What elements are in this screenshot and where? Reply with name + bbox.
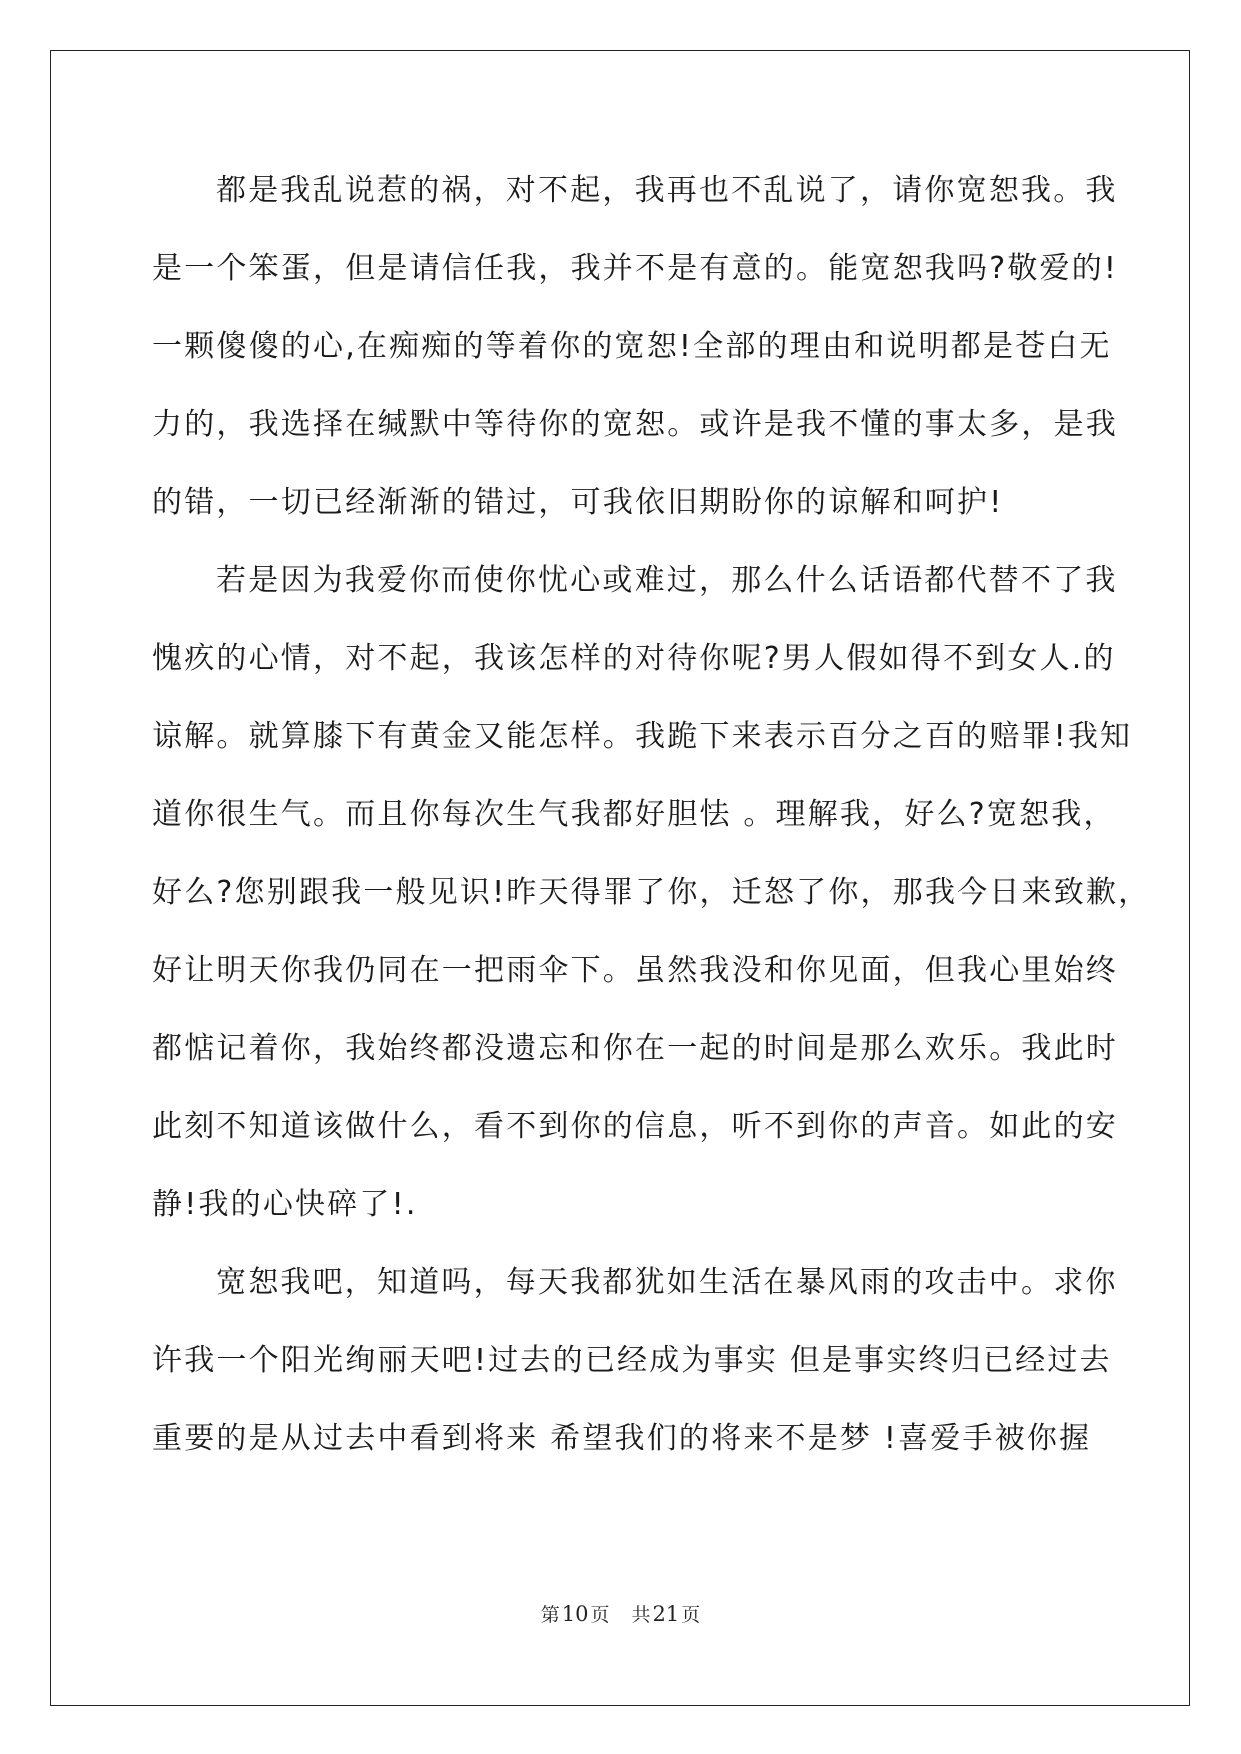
page-footer	[0, 1600, 1241, 1627]
paragraph-line: 是一个笨蛋，但是请信任我，我并不是有意的。能宽恕我吗?敬爱的!	[152, 251, 1119, 286]
paragraph-line: 宽恕我吧，知道吗，每天我都犹如生活在暴风雨的攻击中。求你	[216, 1265, 1118, 1300]
total-pages: 21	[652, 1602, 680, 1626]
page-suffix: 页	[590, 1604, 610, 1626]
paragraph-line: 好让明天你我仍同在一把雨伞下。虽然我没和你见面，但我心里始终	[152, 953, 1118, 988]
paragraph-line: 静!我的心快碎了!.	[152, 1187, 418, 1222]
paragraph-line: 都是我乱说惹的祸，对不起，我再也不乱说了，请你宽恕我。我	[216, 173, 1118, 208]
paragraph-line: 此刻不知道该做什么，看不到你的信息，听不到你的声音。如此的安	[152, 1109, 1118, 1144]
paragraph-line: 的错，一切已经渐渐的错过，可我依旧期盼你的谅解和呵护!	[152, 485, 1004, 520]
paragraph-line: 愧疚的心情，对不起，我该怎样的对待你呢?男人假如得不到女人.的	[152, 641, 1116, 676]
paragraph-line: 都惦记着你，我始终都没遗忘和你在一起的时间是那么欢乐。我此时	[152, 1031, 1118, 1066]
paragraph-line: 谅解。就算膝下有黄金又能怎样。我跪下来表示百分之百的赔罪!我知	[152, 719, 1133, 754]
total-suffix: 页	[681, 1604, 701, 1626]
paragraph-line: 重要的是从过去中看到将来 希望我们的将来不是梦 !喜爱手被你握	[152, 1421, 1092, 1456]
paragraph-line: 许我一个阳光绚丽天吧!过去的已经成为事实 但是事实终归已经过去	[152, 1343, 1112, 1378]
paragraph-line: 力的，我选择在缄默中等待你的宽恕。或许是我不懂的事太多，是我	[152, 407, 1118, 442]
paragraph-line: 若是因为我爱你而使你忧心或难过，那么什么话语都代替不了我	[216, 563, 1118, 598]
document-body	[152, 152, 1151, 1478]
total-prefix: 共	[631, 1604, 651, 1626]
paragraph-line: 好么?您别跟我一般见识!昨天得罪了你，迁怒了你，那我今日来致歉，	[152, 875, 1151, 910]
paragraph-line: 一颗傻傻的心,在痴痴的等着你的宽恕!全部的理由和说明都是苍白无	[152, 329, 1112, 364]
page-prefix: 第	[540, 1604, 560, 1626]
paragraph-line: 道你很生气。而且你每次生气我都好胆怯 。理解我，好么?宽恕我，	[152, 797, 1116, 832]
page-number: 10	[561, 1602, 589, 1626]
